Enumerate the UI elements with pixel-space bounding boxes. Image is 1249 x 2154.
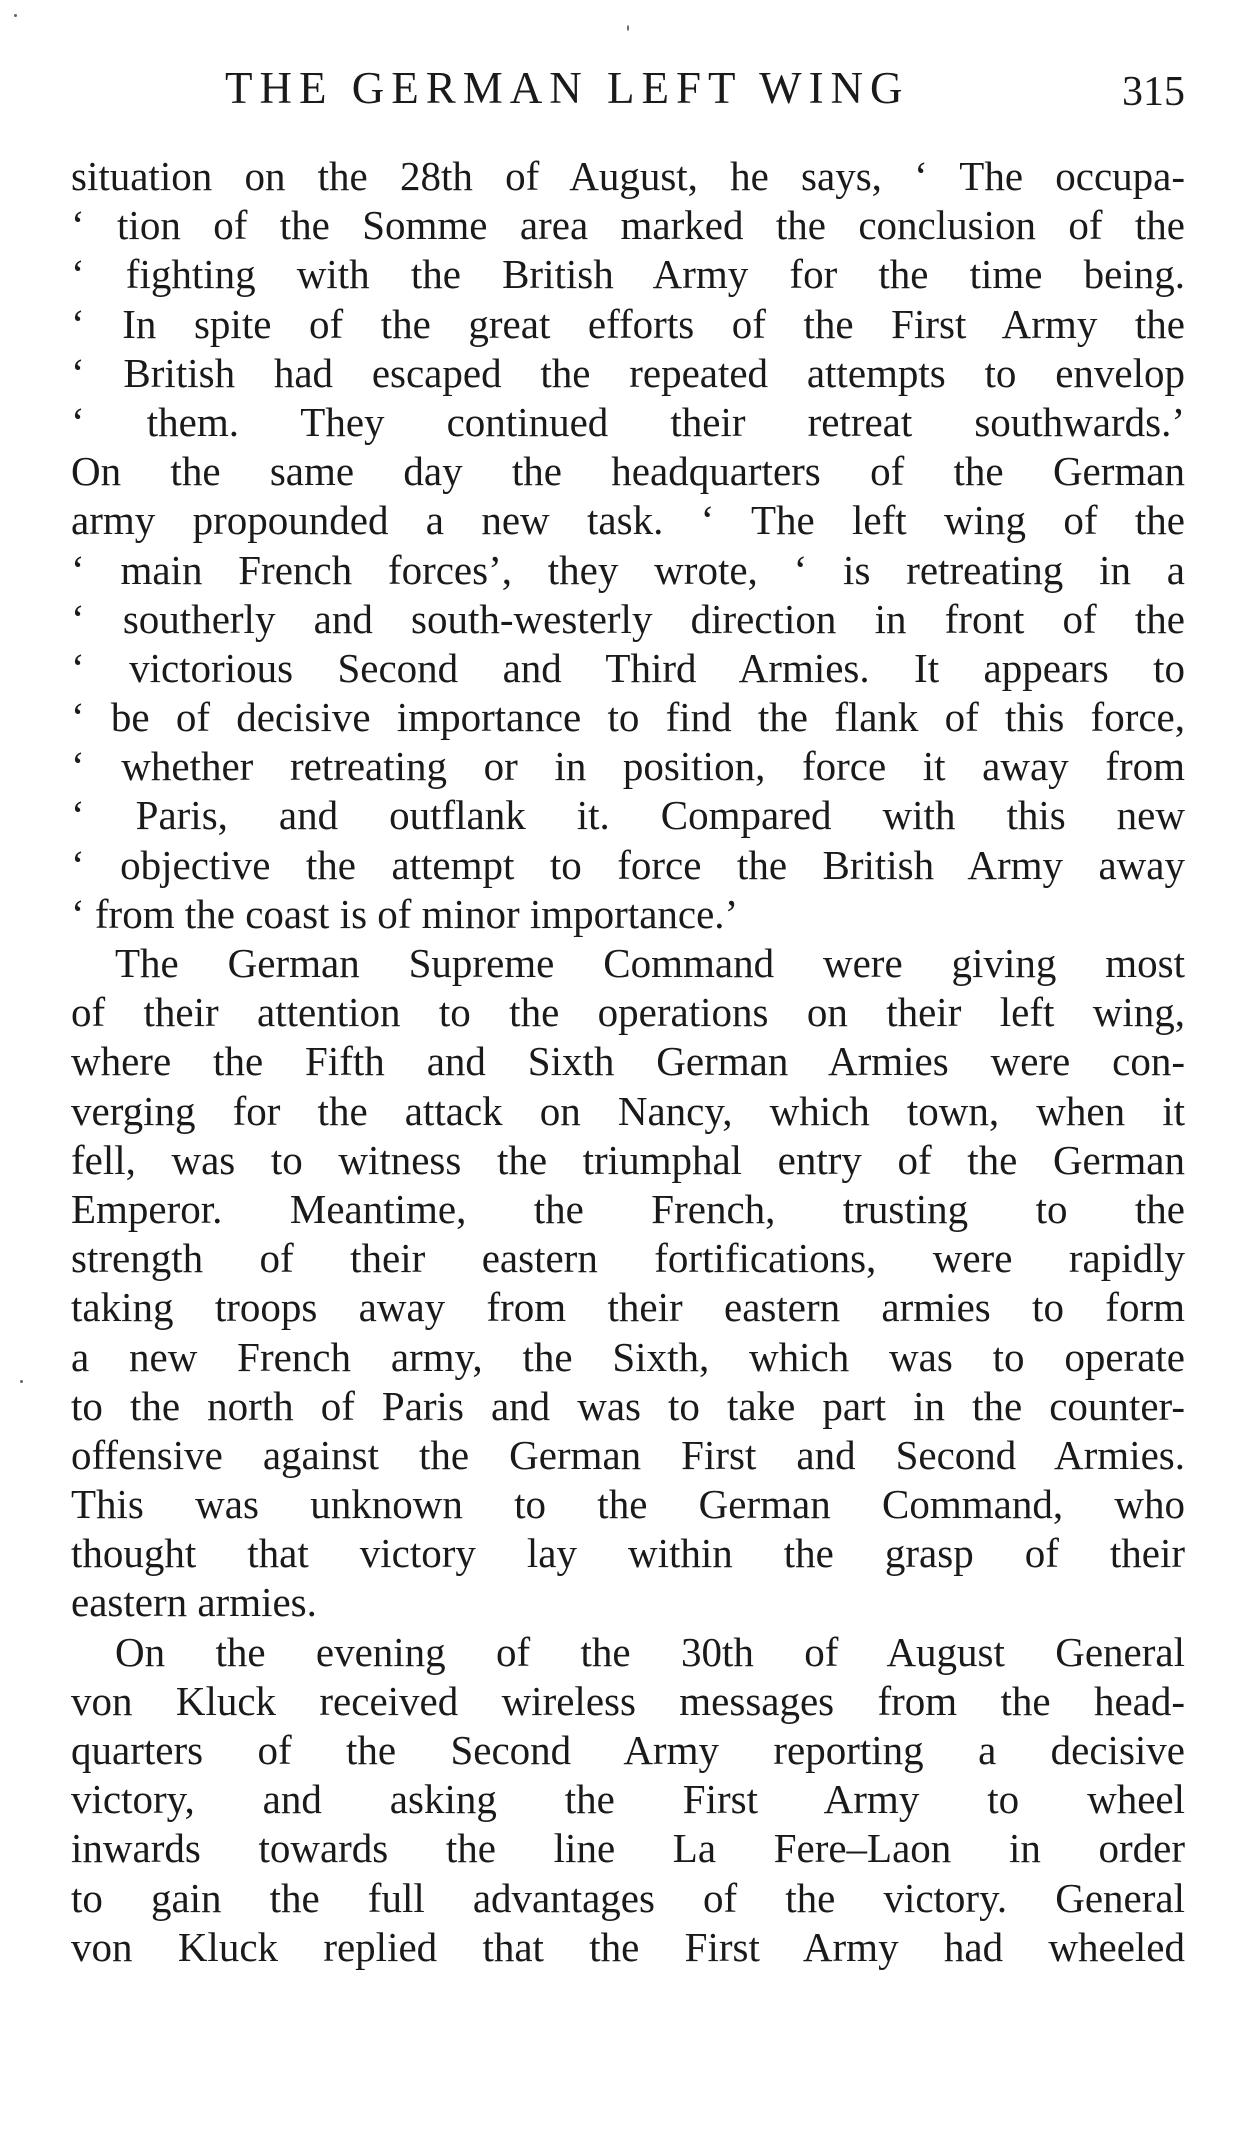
paragraph-start-line: The German Supreme Command were giving most xyxy=(115,940,1185,986)
text-line: victory, and asking the First Army to wheel xyxy=(71,1776,1185,1823)
text-line: situation on the 28th of August, he says, ‘ The occupa- xyxy=(71,153,1185,199)
text-line: where the Fifth and Sixth German Armies were con- xyxy=(71,1038,1185,1085)
text-line: Emperor. Meantime, the French, trusting to the xyxy=(71,1185,1185,1232)
text-line: On the same day the headquarters of the German xyxy=(71,448,1185,495)
text-line: ‘ fighting with the British Army for the time being. xyxy=(71,251,1185,298)
paper-speck xyxy=(627,25,629,31)
text-line: strength of their eastern fortifications, were rapidly xyxy=(71,1235,1185,1282)
text-line: army propounded a new task. ‘ The left wing of the xyxy=(71,497,1185,544)
page-header xyxy=(225,62,1185,122)
text-line: ‘ tion of the Somme area marked the conclusion of the xyxy=(71,202,1185,249)
text-line: ‘ from the coast is of minor importance.’ xyxy=(71,890,739,937)
text-line: ‘ main French forces’, they wrote, ‘ is retreating in a xyxy=(71,546,1185,593)
text-line: inwards towards the line La Fere–Laon in order xyxy=(71,1825,1185,1872)
text-line: verging for the attack on Nancy, which town, when it xyxy=(71,1087,1185,1134)
text-line: quarters of the Second Army reporting a decisive xyxy=(71,1727,1185,1773)
paper-speck xyxy=(20,1380,23,1383)
text-line: von Kluck received wireless messages from the head- xyxy=(71,1677,1185,1724)
text-line: fell, was to witness the triumphal entry of the German xyxy=(71,1136,1185,1183)
text-line: ‘ objective the attempt to force the British Army away xyxy=(71,841,1185,888)
text-line: thought that victory lay within the grasp of their xyxy=(71,1530,1185,1577)
page-number: 315 xyxy=(1122,69,1185,115)
text-line: to gain the full advantages of the victory. General xyxy=(71,1874,1185,1921)
text-line: to the north of Paris and was to take part in the counter- xyxy=(71,1382,1185,1429)
text-line: eastern armies. xyxy=(71,1579,317,1626)
text-line: offensive against the German First and Second Armies. xyxy=(71,1431,1185,1478)
text-line: ‘ whether retreating or in position, force it away from xyxy=(71,743,1185,790)
text-line: ‘ In spite of the great efforts of the First Army the xyxy=(71,300,1185,347)
text-line: ‘ Paris, and outflank it. Compared with this new xyxy=(71,792,1185,839)
text-line: ‘ victorious Second and Third Armies. It appears to xyxy=(71,644,1185,691)
text-line: This was unknown to the German Command, who xyxy=(71,1481,1185,1528)
body-text xyxy=(71,152,1185,1972)
paragraph-start-line: On the evening of the 30th of August General xyxy=(115,1628,1185,1675)
text-line: von Kluck replied that the First Army had wheeled xyxy=(71,1923,1185,1970)
running-head: THE GERMAN LEFT WING xyxy=(225,63,910,113)
text-line: of their attention to the operations on their left wing, xyxy=(71,989,1185,1036)
text-line: ‘ British had escaped the repeated attempts to envelop xyxy=(71,349,1185,396)
text-line: a new French army, the Sixth, which was to operate xyxy=(71,1333,1185,1380)
paper-speck xyxy=(14,14,17,17)
text-line: ‘ them. They continued their retreat southwards.’ xyxy=(71,398,1185,445)
text-line: ‘ southerly and south-westerly direction in front of the xyxy=(71,595,1185,642)
text-line: ‘ be of decisive importance to find the flank of this force, xyxy=(71,694,1185,741)
text-line: taking troops away from their eastern armies to form xyxy=(71,1284,1185,1331)
